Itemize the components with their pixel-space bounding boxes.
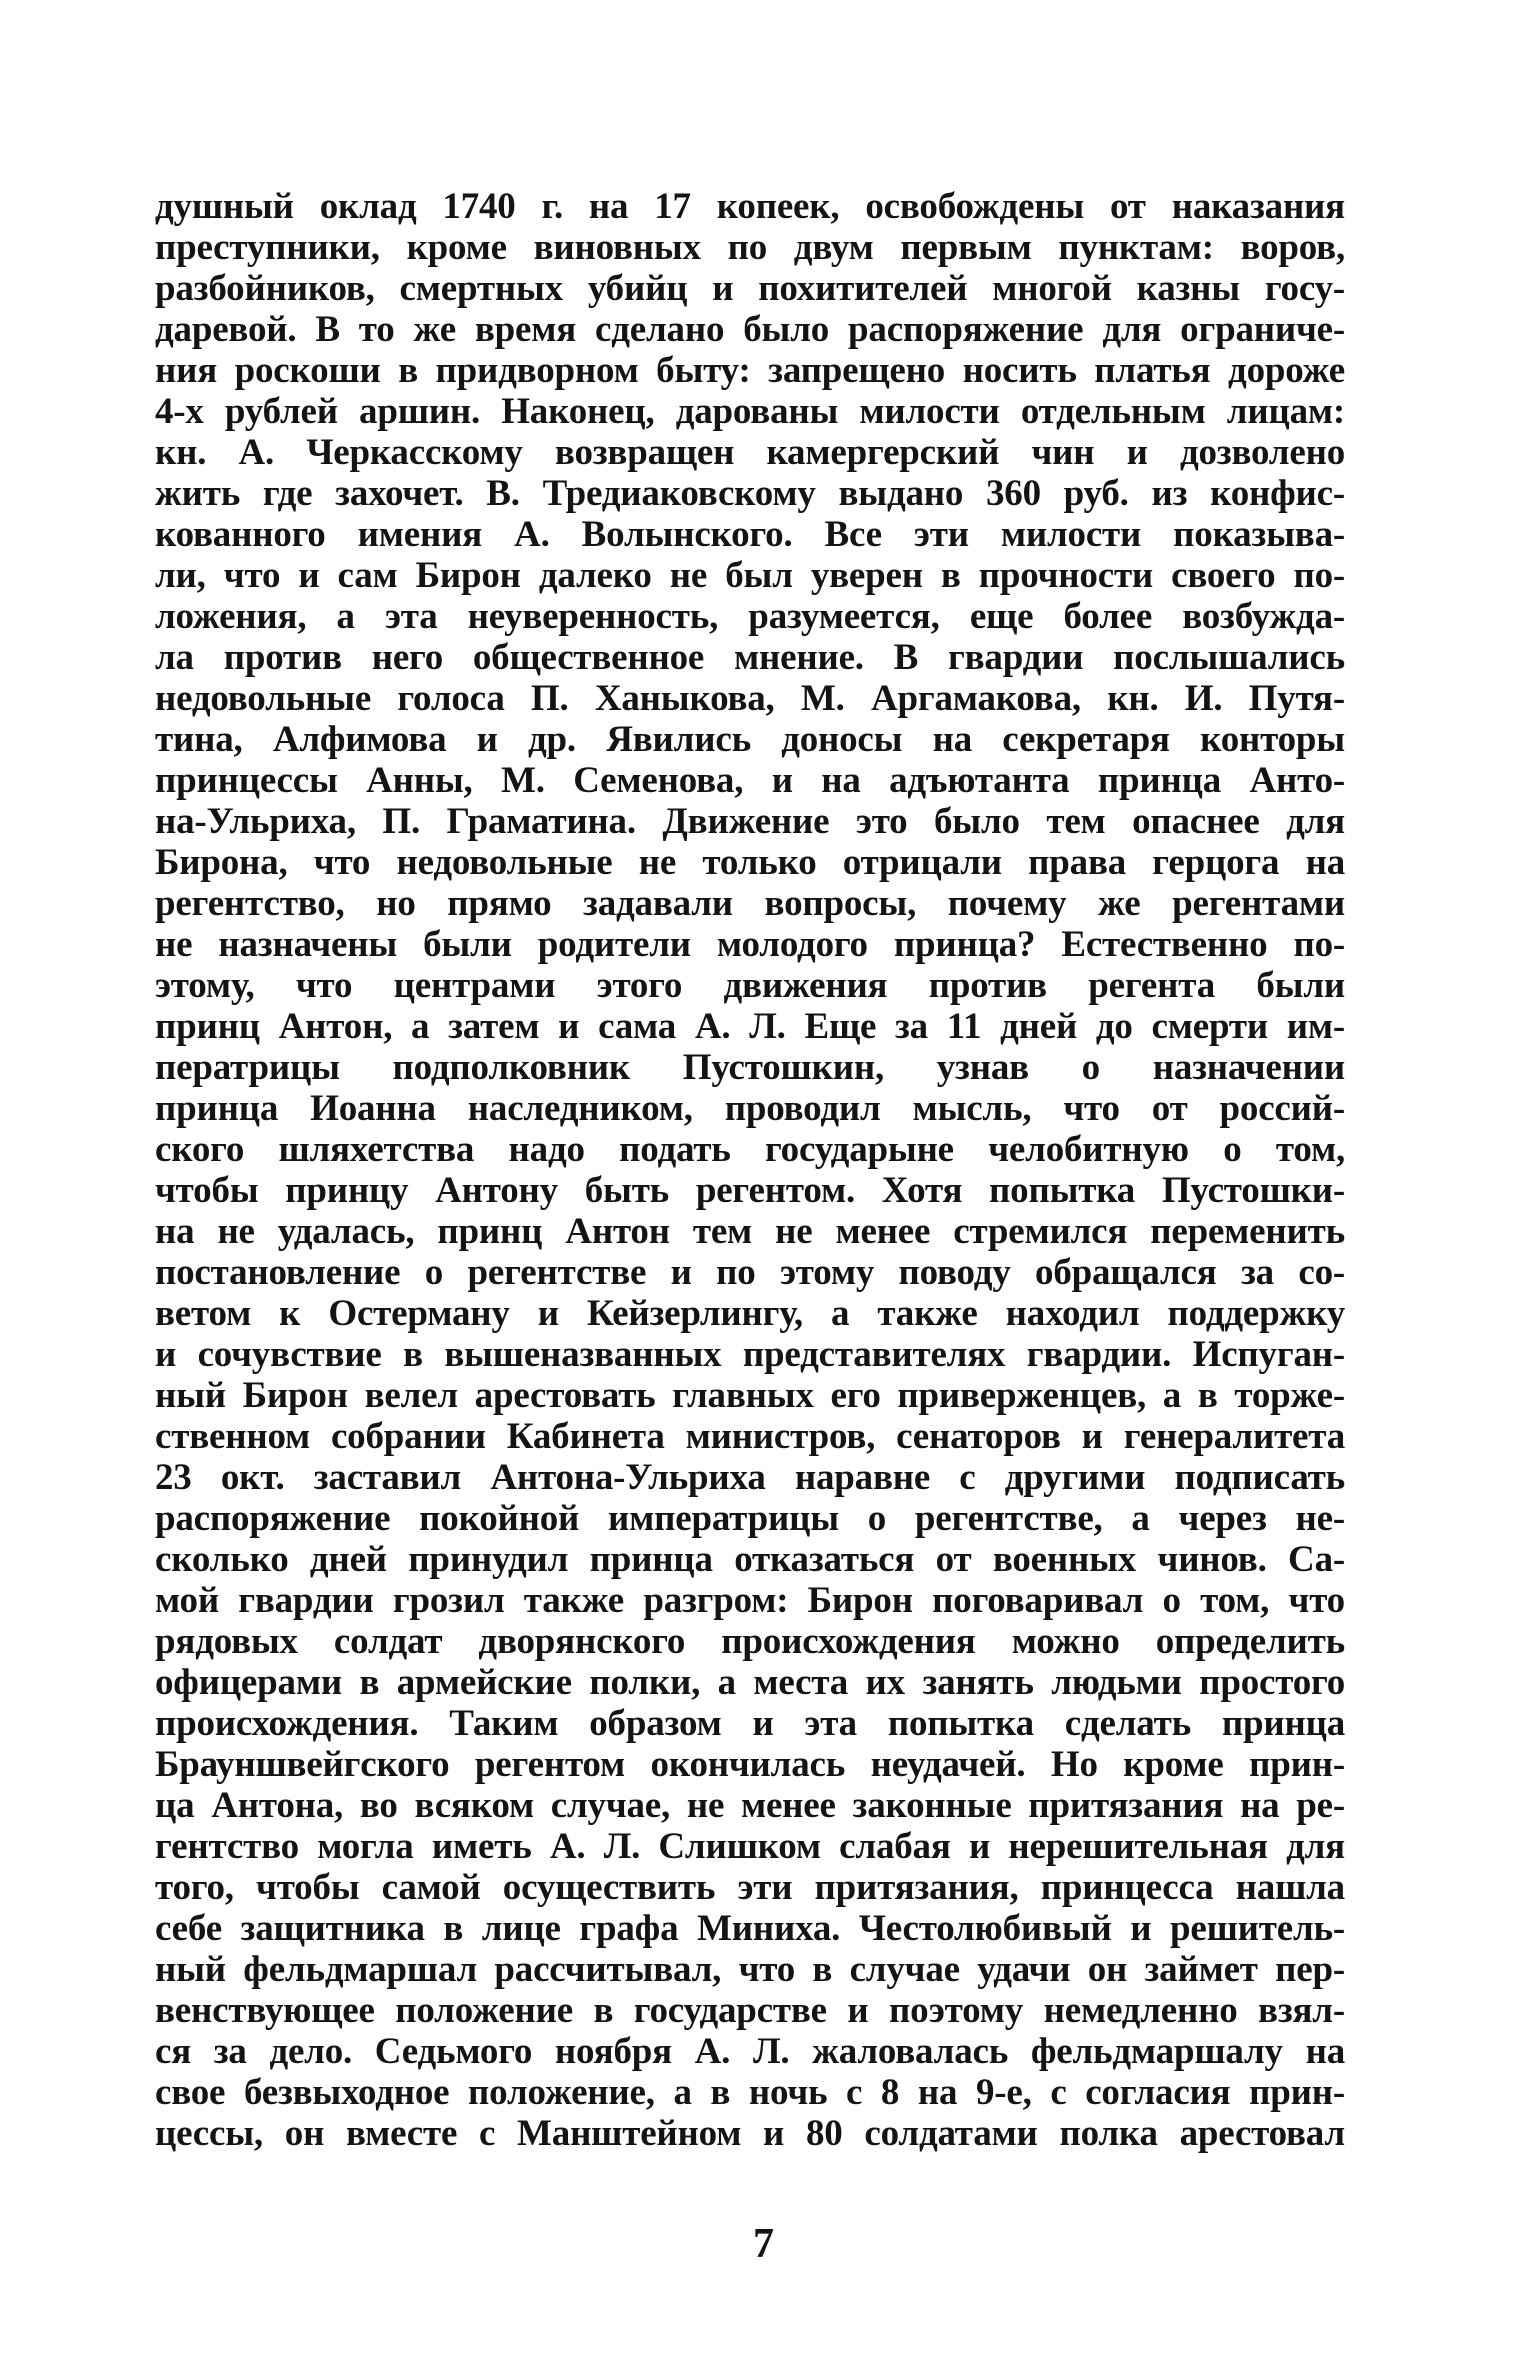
text-line: ветом к Остерману и Кейзерлингу, а также находил поддержку (155, 1293, 1345, 1334)
text-line: регентство, но прямо задавали вопросы, почему же регентами (155, 883, 1345, 924)
text-line: ского шляхетства надо подать государыне челобитную о том, (155, 1129, 1345, 1170)
text-line: свое безвыходное положение, а в ночь с 8 на 9-е, с согласия прин- (155, 2072, 1345, 2113)
text-line: кн. А. Черкасскому возвращен камергерский чин и дозволено (155, 432, 1345, 473)
text-line: даревой. В то же время сделано было распоряжение для ограниче- (155, 309, 1345, 350)
text-line: сколько дней принудил принца отказаться от военных чинов. Са- (155, 1539, 1345, 1580)
text-line: цессы, он вместе с Манштейном и 80 солдатами полка арестовал (155, 2113, 1345, 2154)
text-line: постановление о регентстве и по этому поводу обращался за со- (155, 1252, 1345, 1293)
text-line: душный оклад 1740 г. на 17 копеек, освобождены от наказания (155, 186, 1345, 227)
text-line: ния роскоши в придворном быту: запрещено носить платья дороже (155, 350, 1345, 391)
text-line: ца Антона, во всяком случае, не менее законные притязания на ре- (155, 1785, 1345, 1826)
text-line: принцессы Анны, М. Семенова, и на адъютанта принца Анто- (155, 760, 1345, 801)
text-line: мой гвардии грозил также разгром: Бирон поговаривал о том, что (155, 1580, 1345, 1621)
text-line: 4-х рублей аршин. Наконец, дарованы милости отдельным лицам: (155, 391, 1345, 432)
text-line: кованного имения А. Волынского. Все эти милости показыва- (155, 514, 1345, 555)
text-line: гентство могла иметь А. Л. Слишком слабая и нерешительная для (155, 1826, 1345, 1867)
text-line: ный Бирон велел арестовать главных его приверженцев, а в торже- (155, 1375, 1345, 1416)
text-line: принц Антон, а затем и сама А. Л. Еще за 11 дней до смерти им- (155, 1006, 1345, 1047)
text-line: чтобы принцу Антону быть регентом. Хотя попытка Пустошки- (155, 1170, 1345, 1211)
body-text (155, 186, 1345, 2154)
text-line: ператрицы подполковник Пустошкин, узнав о назначении (155, 1047, 1345, 1088)
text-line: офицерами в армейские полки, а места их занять людьми простого (155, 1662, 1345, 1703)
page-number: 7 (753, 2221, 774, 2267)
text-line: венствующее положение в государстве и поэтому немедленно взял- (155, 1990, 1345, 2031)
text-line: недовольные голоса П. Ханыкова, М. Аргамакова, кн. И. Путя- (155, 678, 1345, 719)
text-line: происхождения. Таким образом и эта попытка сделать принца (155, 1703, 1345, 1744)
text-line: 23 окт. заставил Антона-Ульриха наравне с другими подписать (155, 1457, 1345, 1498)
text-line: ложения, а эта неуверенность, разумеется, еще более возбужда- (155, 596, 1345, 637)
text-line: этому, что центрами этого движения против регента были (155, 965, 1345, 1006)
text-line: не назначены были родители молодого принца? Естественно по- (155, 924, 1345, 965)
text-line: Бирона, что недовольные не только отрицали права герцога на (155, 842, 1345, 883)
text-line: распоряжение покойной императрицы о регентстве, а через не- (155, 1498, 1345, 1539)
text-line: преступники, кроме виновных по двум первым пунктам: воров, (155, 227, 1345, 268)
text-line: ла против него общественное мнение. В гвардии послышались (155, 637, 1345, 678)
text-line: ный фельдмаршал рассчитывал, что в случае удачи он займет пер- (155, 1949, 1345, 1990)
text-line: на-Ульриха, П. Граматина. Движение это было тем опаснее для (155, 801, 1345, 842)
text-line: ственном собрании Кабинета министров, сенаторов и генералитета (155, 1416, 1345, 1457)
text-line: на не удалась, принц Антон тем не менее стремился переменить (155, 1211, 1345, 1252)
text-line: того, чтобы самой осуществить эти притязания, принцесса нашла (155, 1867, 1345, 1908)
text-line: и сочувствие в вышеназванных представителях гвардии. Испуган- (155, 1334, 1345, 1375)
text-line: разбойников, смертных убийц и похитителей многой казны госу- (155, 268, 1345, 309)
text-line: ся за дело. Седьмого ноября А. Л. жаловалась фельдмаршалу на (155, 2031, 1345, 2072)
text-line: ли, что и сам Бирон далеко не был уверен в прочности своего по- (155, 555, 1345, 596)
text-line: рядовых солдат дворянского происхождения можно определить (155, 1621, 1345, 1662)
text-line: себе защитника в лице графа Миниха. Честолюбивый и решитель- (155, 1908, 1345, 1949)
text-line: Брауншвейгского регентом окончилась неудачей. Но кроме прин- (155, 1744, 1345, 1785)
text-line: жить где захочет. В. Тредиаковскому выдано 360 руб. из конфис- (155, 473, 1345, 514)
text-line: принца Иоанна наследником, проводил мысль, что от россий- (155, 1088, 1345, 1129)
text-line: тина, Алфимова и др. Явились доносы на секретаря конторы (155, 719, 1345, 760)
